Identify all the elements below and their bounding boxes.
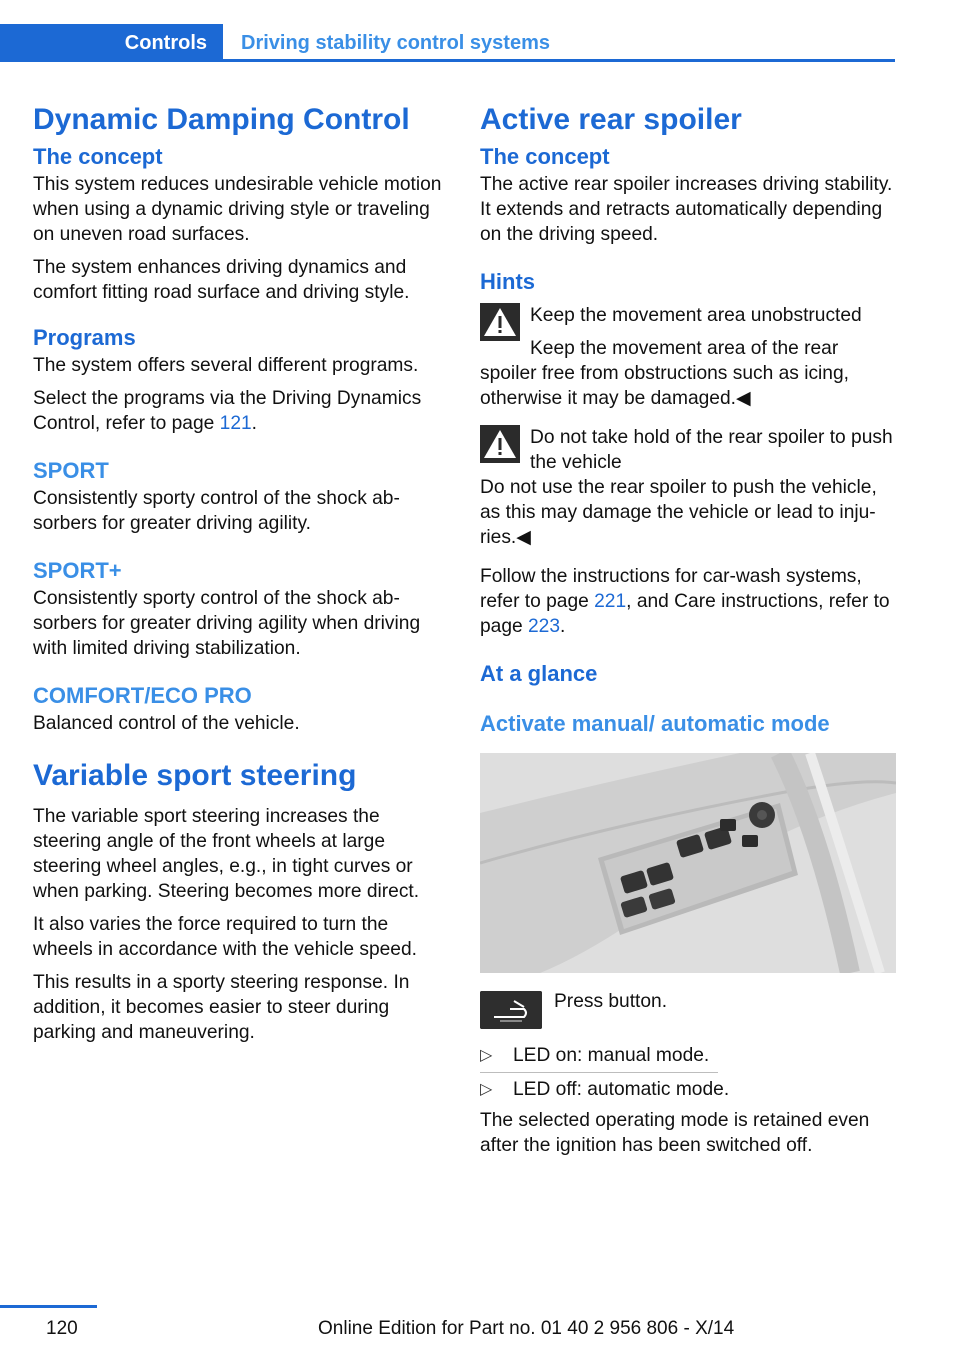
- warning-triangle-icon: [480, 303, 520, 341]
- warning-2-text: Do not use the rear spoiler to push the vehicle, as this may damage the vehicle or lead to injuries.◀: [480, 477, 877, 548]
- retained-paragraph: The selected operating mode is retained even after the ignition has been switched off.: [480, 1110, 870, 1156]
- steering-title: Variable sport steering: [33, 759, 357, 792]
- sportplus-text: Consistently sporty control of the shock absorbers for greater driving agility when driving with limited driving stabilization.: [33, 588, 421, 659]
- warning-1-title: Keep the movement area unobstructed: [530, 305, 862, 326]
- hints-heading: Hints: [480, 269, 535, 294]
- chapter-tab: Controls: [0, 24, 223, 62]
- steering-paragraph-2: It also varies the force required to turn the wheels in accordance with the vehicle speed.: [33, 914, 417, 960]
- right-column: [480, 98, 896, 1158]
- bullet-led-off: ▷ LED off: automatic mode.: [480, 1079, 730, 1100]
- concept-heading: The concept: [33, 144, 163, 169]
- spoiler-title: Active rear spoiler: [480, 103, 742, 136]
- spoiler-button-icon: [480, 991, 542, 1029]
- page-header: [0, 0, 960, 62]
- warning-1: [480, 303, 896, 411]
- page-link-121[interactable]: 121: [219, 413, 252, 434]
- left-column: [33, 98, 451, 1045]
- steering-paragraph-3: This results in a sporty steering response. In addition, it becomes easier to steer during parking and maneuvering.: [33, 972, 410, 1043]
- ddc-title: Dynamic Damping Control: [33, 103, 410, 136]
- triangle-bullet-icon: ▷: [480, 1047, 493, 1064]
- triangle-bullet-icon: ▷: [480, 1081, 493, 1098]
- sport-text: Consistently sporty control of the shock absorbers for greater driving agility.: [33, 488, 400, 534]
- comfort-heading: COMFORT/ECO PRO: [33, 683, 252, 708]
- press-button-text: Press button.: [554, 991, 668, 1012]
- spoiler-concept-paragraph: The active rear spoiler increases driving stability. It extends and retracts automatically depending on the driving speed.: [480, 174, 893, 245]
- page-link-223[interactable]: 223: [528, 616, 561, 637]
- follow-instructions: Follow the instructions for car-wash systems, refer to page 221, and Care instructions, refer to page 223.: [480, 566, 890, 637]
- door-switch-panel-image: [480, 753, 896, 973]
- warning-triangle-icon: [480, 425, 520, 463]
- warning-2-title: Do not take hold of the rear spoiler to push the vehicle: [530, 427, 893, 473]
- sport-heading: SPORT: [33, 458, 109, 483]
- section-title: Driving stability control systems: [241, 32, 550, 54]
- page-link-221[interactable]: 221: [594, 591, 627, 612]
- warning-2: [480, 425, 896, 550]
- programs-heading: Programs: [33, 325, 136, 350]
- footer-rule: [0, 1305, 97, 1308]
- programs-paragraph-2: Select the programs via the Driving Dynamics Control, refer to page 121.: [33, 388, 422, 434]
- steering-paragraph-1: The variable sport steering increases the steering angle of the front wheels at large steering wheel angles, e.g., in tight curves or when parking. Steering becomes more direct.: [33, 806, 420, 902]
- mode-heading: Activate manual/ automatic mode: [480, 711, 830, 736]
- header-rule: [223, 59, 895, 62]
- spoiler-concept-heading: The concept: [480, 144, 610, 169]
- comfort-text: Balanced control of the vehicle.: [33, 713, 300, 734]
- page-number: 120: [46, 1318, 78, 1339]
- programs-paragraph-1: The system offers several different programs.: [33, 355, 419, 376]
- warning-1-text: Keep the movement area of the rear spoiler free from obstructions such as icing, otherwise it may be damaged.◀: [480, 338, 849, 409]
- door-panel-illustration: [480, 753, 896, 973]
- sportplus-heading: SPORT+: [33, 558, 122, 583]
- bullet-led-on: ▷ LED on: manual mode.: [480, 1045, 710, 1066]
- concept-paragraph-1: This system reduces undesirable vehicle motion when using a dynamic driving style or traveling on uneven road surfaces.: [33, 174, 442, 245]
- edition-note: Online Edition for Part no. 01 40 2 956 806 - X/14: [318, 1318, 735, 1339]
- glance-heading: At a glance: [480, 661, 598, 686]
- spoiler-button-row: [480, 987, 896, 1025]
- concept-paragraph-2: The system enhances driving dynamics and comfort fitting road surface and driving style.: [33, 257, 410, 303]
